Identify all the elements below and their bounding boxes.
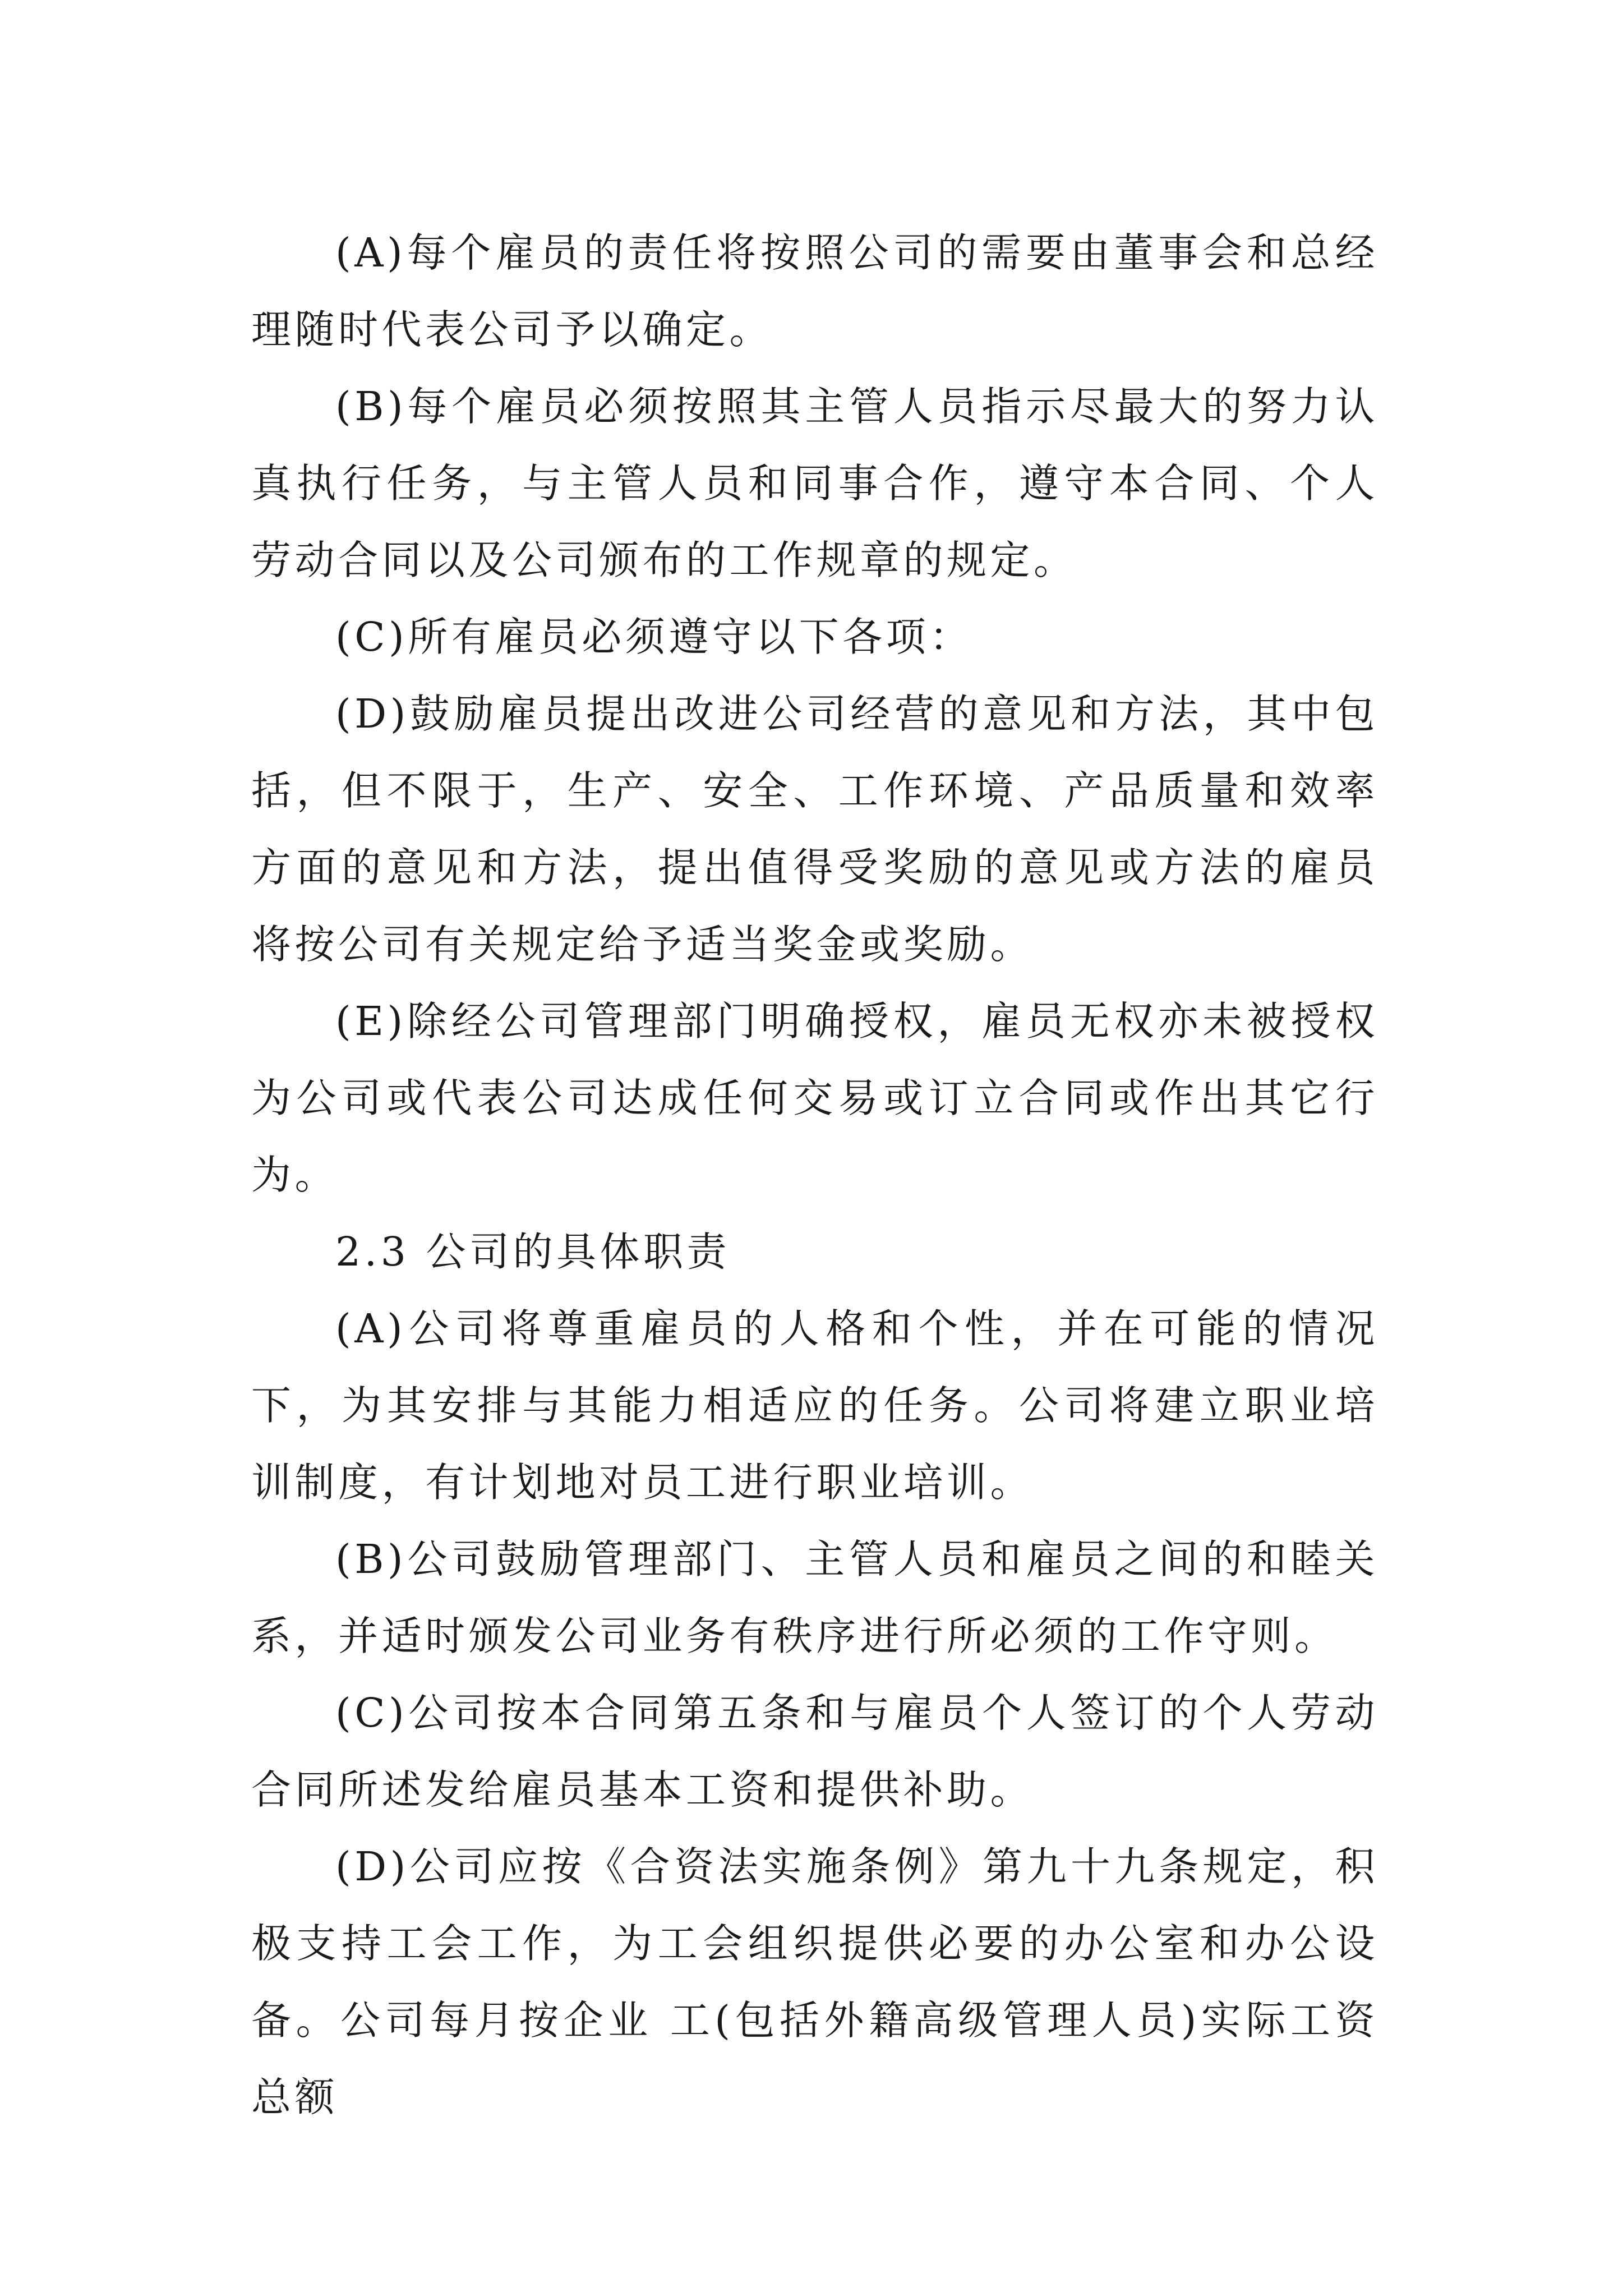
paragraph-company-duties-d: (D)公司应按《合资法实施条例》第九十九条规定，积极支持工会工作，为工会组织提供必要的办公室和办公设备。公司每月按企业 工(包括外籍高级管理人员)实际工资总额 — [251, 1843, 1378, 2120]
paragraph-company-duties-a: (A)公司将尊重雇员的人格和个性，并在可能的情况下，为其安排与其能力相适应的任务。公司将建立职业培训制度，有计划地对员工进行职业培训。 — [251, 1305, 1378, 1506]
paragraph-company-duties-b: (B)公司鼓励管理部门、主管人员和雇员之间的和睦关系，并适时颁发公司业务有秩序进行所必须的工作守则。 — [251, 1536, 1378, 1659]
paragraph-employee-duties-b: (B)每个雇员必须按照其主管人员指示尽最大的努力认真执行任务，与主管人员和同事合作，遵守本合同、个人劳动合同以及公司颁布的工作规章的规定。 — [251, 383, 1378, 583]
document-body — [251, 214, 1378, 2136]
section-heading: 2.3 公司的具体职责 — [335, 1228, 730, 1275]
paragraph-employee-duties-a: (A)每个雇员的责任将按照公司的需要由董事会和总经理随时代表公司予以确定。 — [251, 229, 1378, 353]
paragraph-company-duties-c: (C)公司按本合同第五条和与雇员个人签订的个人劳动合同所述发给雇员基本工资和提供补助。 — [251, 1690, 1378, 1813]
paragraph-employee-duties-c: (C)所有雇员必须遵守以下各项： — [335, 614, 973, 660]
paragraph-employee-duties-d: (D)鼓励雇员提出改进公司经营的意见和方法，其中包括，但不限于，生产、安全、工作环境、产品质量和效率方面的意见和方法，提出值得受奖励的意见或方法的雇员将按公司有关规定给予适当奖金或奖励。 — [251, 691, 1378, 968]
paragraph-employee-duties-e: (E)除经公司管理部门明确授权，雇员无权亦未被授权为公司或代表公司达成任何交易或订立合同或作出其它行为。 — [251, 998, 1378, 1198]
